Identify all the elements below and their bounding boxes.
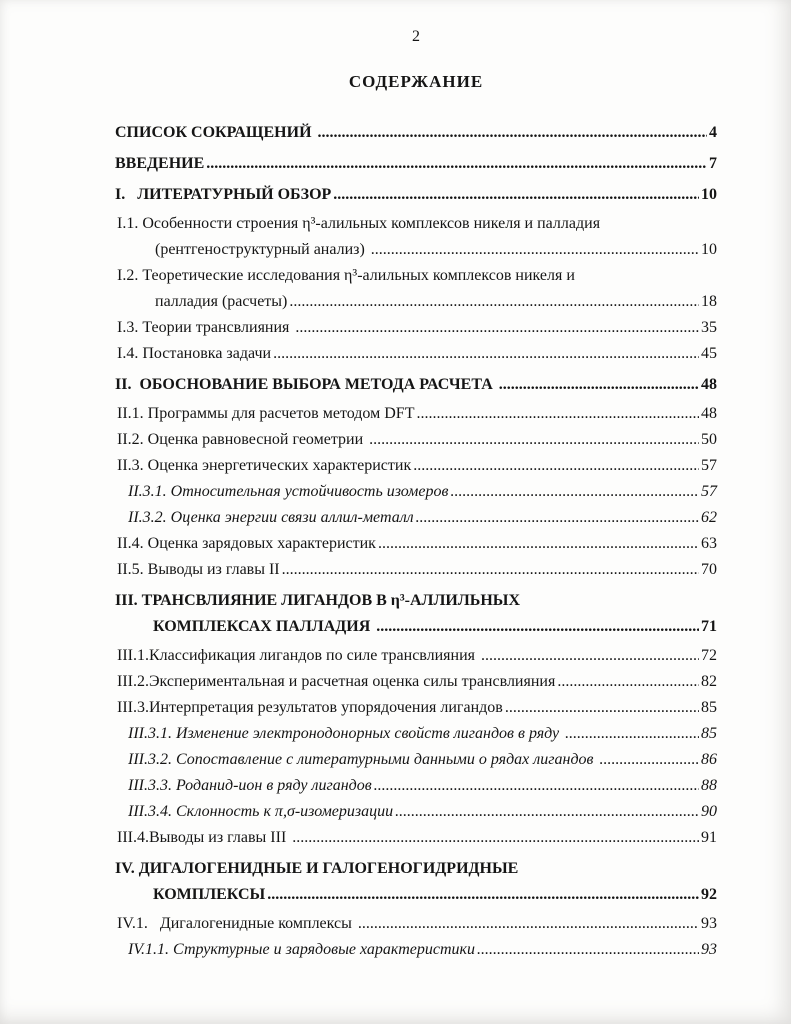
toc-page-ref: 57 — [701, 457, 717, 474]
toc-entry-text: II. ОБОСНОВАНИЕ ВЫБОРА МЕТОДА РАСЧЕТА — [115, 376, 497, 393]
toc-line — [117, 695, 717, 721]
toc-entry-text: I.2. Теоретические исследования η³-алильных комплексов никеля и — [117, 267, 575, 284]
dot-leader — [378, 531, 699, 557]
toc-entry — [115, 721, 717, 747]
dot-leader — [416, 505, 699, 531]
dot-leader — [481, 643, 699, 669]
toc-line — [117, 237, 717, 263]
dot-leader — [505, 695, 699, 721]
dot-leader — [358, 911, 699, 937]
toc-entry — [115, 151, 717, 177]
toc-entry-text: II.1. Программы для расчетов методом DFT — [117, 405, 415, 422]
toc-entry-text: III.4.Выводы из главы III — [117, 829, 291, 846]
toc-entry-text: IV.1. Дигалогенидные комплексы — [117, 915, 356, 932]
toc-entry-text: III.1.Классификация лигандов по силе трансвлияния — [117, 647, 480, 664]
dot-leader — [599, 747, 699, 773]
toc-entry — [115, 211, 717, 263]
dot-leader — [413, 453, 699, 479]
dot-leader — [289, 289, 699, 315]
dot-leader — [395, 799, 699, 825]
toc-entry — [115, 856, 717, 908]
toc-entry-text: СПИСОК СОКРАЩЕНИЙ — [115, 124, 316, 141]
toc-page-ref: 93 — [701, 915, 717, 932]
toc-page-ref: 50 — [701, 431, 717, 448]
toc-line — [128, 773, 717, 799]
toc-line — [117, 315, 717, 341]
toc-entry-text: II.4. Оценка зарядовых характеристик — [117, 535, 376, 552]
toc-line — [117, 211, 717, 237]
dot-leader — [565, 721, 699, 747]
toc-entry — [115, 747, 717, 773]
toc-entry-text: III.2.Экспериментальная и расчетная оценка силы трансвлияния — [117, 673, 556, 690]
toc-line — [115, 882, 717, 908]
toc-entry — [115, 263, 717, 315]
toc-line — [117, 453, 717, 479]
toc-entry — [115, 588, 717, 640]
toc-page-ref: 92 — [701, 886, 717, 903]
toc-entry-text: I.3. Теории трансвлияния — [117, 319, 294, 336]
toc-entry-text: II.2. Оценка равновесной геометрии — [117, 431, 368, 448]
toc-entry-text: II.3.1. Относительная устойчивость изомеров — [128, 483, 449, 500]
toc-line — [128, 721, 717, 747]
toc-line — [115, 182, 717, 208]
toc-line — [117, 401, 717, 427]
toc-line — [128, 747, 717, 773]
toc-line — [115, 372, 717, 398]
toc-entry — [115, 669, 717, 695]
toc-line — [117, 669, 717, 695]
toc-page-ref: 88 — [701, 777, 717, 794]
toc-page-ref: 48 — [701, 405, 717, 422]
toc-entry — [115, 372, 717, 398]
toc-page-ref: 7 — [709, 155, 717, 172]
toc-entry — [115, 773, 717, 799]
toc-entry-text: II.3.2. Оценка энергии связи аллил-металл — [128, 509, 414, 526]
toc-entry-text: КОМПЛЕКСЫ — [153, 886, 266, 903]
toc-entry-text: I.4. Постановка задачи — [117, 345, 272, 362]
toc-entry — [115, 341, 717, 367]
dot-leader — [369, 427, 699, 453]
dot-leader — [557, 669, 699, 695]
toc-entry-text: КОМПЛЕКСАХ ПАЛЛАДИЯ — [153, 618, 375, 635]
toc-line — [117, 289, 717, 315]
dot-leader — [206, 151, 707, 177]
dot-leader — [416, 401, 699, 427]
toc-entry — [115, 182, 717, 208]
toc-page-ref: 93 — [701, 941, 717, 958]
toc-entry-text: III.3.Интерпретация результатов упорядочения лигандов — [117, 699, 503, 716]
toc-entry-text: (рентгеноструктурный анализ) — [155, 241, 369, 258]
dot-leader — [282, 557, 699, 583]
toc-line — [115, 856, 717, 882]
dot-leader — [371, 237, 699, 263]
toc-entry — [115, 120, 717, 146]
toc-page-ref: 10 — [701, 241, 717, 258]
page-number: 2 — [412, 28, 420, 45]
toc-entry — [115, 825, 717, 851]
toc-entry-text: III. ТРАНСВЛИЯНИЕ ЛИГАНДОВ В η³-АЛЛИЛЬНЫХ — [115, 592, 521, 609]
toc-entry — [115, 911, 717, 937]
toc-page-ref: 63 — [701, 535, 717, 552]
toc-entry — [115, 427, 717, 453]
toc-line — [128, 937, 717, 963]
toc-line — [128, 479, 717, 505]
dot-leader — [295, 315, 699, 341]
toc-page-ref: 72 — [701, 647, 717, 664]
dot-leader — [450, 479, 699, 505]
toc-line — [117, 531, 717, 557]
dot-leader — [267, 882, 699, 908]
toc-page-ref: 4 — [709, 124, 717, 141]
dot-leader — [374, 773, 699, 799]
toc-page-ref: 48 — [701, 376, 717, 393]
dot-leader — [318, 120, 707, 146]
dot-leader — [292, 825, 699, 851]
toc-page-ref: 45 — [701, 345, 717, 362]
toc-entry — [115, 531, 717, 557]
toc-page-ref: 70 — [701, 561, 717, 578]
dot-leader — [499, 372, 699, 398]
toc-line — [115, 614, 717, 640]
toc-line — [128, 799, 717, 825]
toc-page-ref: 57 — [701, 483, 717, 500]
dot-leader — [273, 341, 699, 367]
toc-line — [128, 505, 717, 531]
toc-page-ref: 85 — [701, 699, 717, 716]
toc-entry — [115, 315, 717, 341]
toc-page-ref: 82 — [701, 673, 717, 690]
toc-entry — [115, 505, 717, 531]
toc-page-ref: 10 — [701, 186, 717, 203]
dot-leader — [333, 182, 699, 208]
toc-entry-text: I.1. Особенности строения η³-алильных комплексов никеля и палладия — [117, 215, 601, 232]
toc-entry — [115, 479, 717, 505]
toc-entry — [115, 453, 717, 479]
toc-page-ref: 86 — [701, 751, 717, 768]
toc-page-ref: 71 — [701, 618, 717, 635]
dot-leader — [376, 614, 699, 640]
toc-line — [115, 588, 717, 614]
toc-page-ref: 18 — [701, 293, 717, 310]
toc-page-ref: 62 — [701, 509, 717, 526]
toc-entry — [115, 557, 717, 583]
toc-entry-text: II.5. Выводы из главы II — [117, 561, 280, 578]
toc-entry-text: IV. ДИГАЛОГЕНИДНЫЕ И ГАЛОГЕНОГИДРИДНЫЕ — [115, 860, 519, 877]
toc-line — [117, 341, 717, 367]
toc-entry-text: II.3. Оценка энергетических характеристик — [117, 457, 412, 474]
toc-line — [117, 911, 717, 937]
toc-page-ref: 90 — [701, 803, 717, 820]
toc-line — [117, 427, 717, 453]
toc-entry-text: III.3.2. Сопоставление с литературными данными о рядах лигандов — [128, 751, 598, 768]
toc-list — [115, 120, 717, 963]
toc-line — [117, 557, 717, 583]
toc-line — [115, 151, 717, 177]
toc-entry — [115, 643, 717, 669]
toc-entry — [115, 695, 717, 721]
toc-entry-text: I. ЛИТЕРАТУРНЫЙ ОБЗОР — [115, 186, 332, 203]
toc-entry-text: палладия (расчеты) — [155, 293, 288, 310]
toc-line — [115, 120, 717, 146]
toc-line — [117, 263, 717, 289]
toc-line — [117, 643, 717, 669]
toc-entry-text: III.3.1. Изменение электронодонорных свойств лигандов в ряду — [128, 725, 564, 742]
toc-line — [117, 825, 717, 851]
toc-page-ref: 85 — [701, 725, 717, 742]
toc-entry-text: III.3.4. Склонность к π,σ-изомеризации — [128, 803, 394, 820]
toc-entry-text: IV.1.1. Структурные и зарядовые характеристики — [128, 941, 475, 958]
toc-entry-text: ВВЕДЕНИЕ — [115, 155, 205, 172]
toc-entry-text: III.3.3. Роданид-ион в ряду лигандов — [128, 777, 372, 794]
toc-entry — [115, 401, 717, 427]
toc-page-ref: 91 — [701, 829, 717, 846]
dot-leader — [477, 937, 699, 963]
toc-entry — [115, 799, 717, 825]
toc-page-ref: 35 — [701, 319, 717, 336]
toc-entry — [115, 937, 717, 963]
page-title: СОДЕРЖАНИЕ — [348, 72, 484, 91]
